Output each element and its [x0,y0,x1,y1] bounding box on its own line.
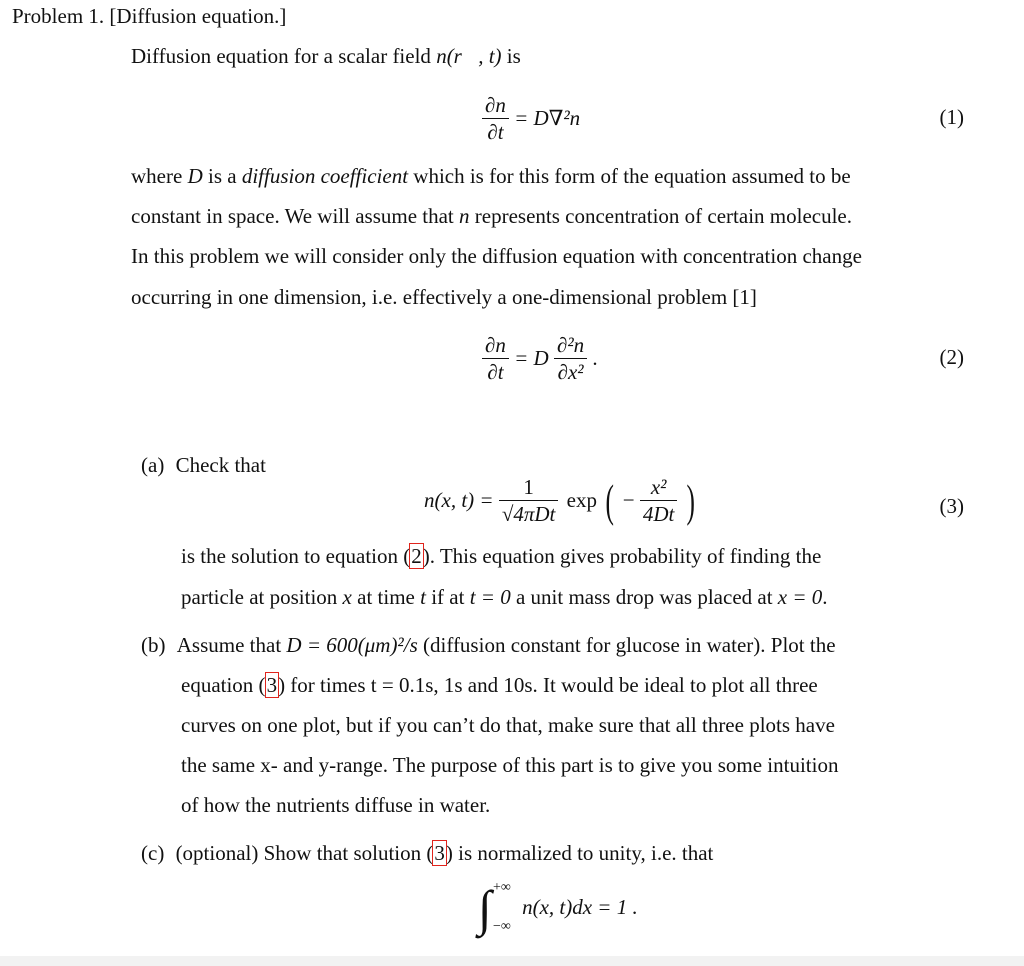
para-text: constant in space. We will assume that [131,204,454,228]
var-x: x [342,585,352,609]
para-var-d: D [187,164,203,188]
sqrt-sign: √ [501,502,514,527]
var-t: t [420,585,426,609]
part-a-text: particle at position [181,585,338,609]
part-c-label: (c) [141,841,165,865]
eq3-exp-num: x² [640,474,678,501]
eq2-rhs-den: ∂x² [557,360,584,385]
part-a-label: (a) [141,453,165,477]
eq3-lhs: n(x, t) = [424,488,494,513]
eq2-lhs-den: ∂t [487,360,504,385]
part-c-text: ) is normalized to unity, i.e. that [445,841,714,865]
page-bottom-edge [0,956,1024,966]
cond-t0: t = 0 [469,585,511,609]
part-b-text: Assume that [176,633,282,657]
intro-line [131,44,521,69]
para-text: where [131,164,183,188]
para-text: represents concentration of certain molecule. [474,204,853,228]
part-b-line-1 [141,633,836,658]
para-text: which is for this form of the equation assumed to be [413,164,851,188]
equation-ref-link[interactable]: 2 [411,544,422,568]
upper-limit: +∞ [492,880,511,895]
equation-ref-link[interactable]: 3 [434,841,445,865]
sqrt-body: 4πDt [513,502,556,527]
equation-1 [482,92,580,146]
part-a-text: at time [357,585,415,609]
problem-header [12,4,286,29]
part-a-text: ). This equation gives probability of finding the [422,544,822,568]
period: . [822,585,828,609]
equation-3-number: (3) [939,494,964,518]
equation-3 [424,474,698,528]
paragraph-line-1 [131,164,851,189]
eq1-fraction [482,92,509,146]
eq3-close-paren: ) [686,474,695,526]
part-a-text: is the solution to equation ( [181,544,411,568]
para-text: is a [207,164,237,188]
eq1-num: ∂n [482,92,509,119]
equation-2 [482,332,598,386]
part-b-line-4: the same x- and y-range. The purpose of this part is to give you some intuition [181,753,839,777]
part-b-line-2 [181,673,818,698]
eq3-exp-den: 4Dt [642,502,675,527]
integral-sign: ∫ [478,879,492,936]
normalization-integral [478,880,638,936]
paragraph-line-3: In this problem we will consider only the diffusion equation with concentration change [131,244,862,268]
cond-x0: x = 0 [777,585,823,609]
part-a-heading [141,453,266,478]
equation-1-number: (1) [939,105,964,129]
part-b-text: ) for times t = 0.1s, 1s and 10s. It would be ideal to plot all three [278,673,818,697]
part-a-line-2 [181,585,828,610]
paragraph-line-4: occurring in one dimension, i.e. effectively a one-dimensional problem [1] [131,285,757,309]
eq1-rhs: = D∇²n [514,106,581,131]
integrand: n(x, t)dx = 1 . [522,895,638,920]
eq2-lhs-num: ∂n [482,332,509,359]
intro-is: is [506,44,521,68]
eq2-dot: . [592,346,598,371]
part-c-line-1 [141,841,713,866]
paragraph-line-2 [131,204,852,229]
eq3-open-paren: ( [605,474,615,526]
part-b-line-5: of how the nutrients diffuse in water. [181,793,491,817]
part-b-text: equation ( [181,673,266,697]
part-a-line-1 [181,544,821,569]
part-c-text: (optional) Show that solution ( [175,841,434,865]
part-a-text: a unit mass drop was placed at [515,585,773,609]
problem-number: Problem 1. [12,4,105,28]
eq2-lhs-fraction [482,332,509,386]
para-emph: diffusion coefficient [241,164,409,188]
part-b-text: (diffusion constant for glucose in water). Plot the [423,633,836,657]
intro-field: n(r⃗, t) [436,44,502,68]
eq2-rhs-num: ∂²n [554,332,587,359]
equation-ref-link[interactable]: 3 [266,673,278,697]
eq1-den: ∂t [487,120,504,145]
eq3-coef-den [499,501,559,527]
eq3-coef-fraction [499,474,559,528]
eq3-exp-fraction [640,474,678,528]
equation-2-number: (2) [939,345,964,369]
intro-text: Diffusion equation for a scalar field [131,44,431,68]
part-a-text: Check that [175,453,266,477]
eq3-exp: exp [566,488,597,513]
part-b-label: (b) [141,633,166,657]
problem-title: [Diffusion equation.] [109,4,287,28]
part-b-line-3: curves on one plot, but if you can’t do that, make sure that all three plots have [181,713,835,737]
eq3-coef-num: 1 [499,474,559,501]
integral-limits [493,880,511,936]
eq3-minus: − [622,488,635,513]
eq2-equals: = D [514,346,549,371]
para-var-n: n [459,204,470,228]
lower-limit: −∞ [492,918,511,934]
part-a-text: if at [431,585,465,609]
eq2-rhs-fraction [554,332,587,386]
diffusion-constant: D = 600(μm)²/s [286,633,418,657]
